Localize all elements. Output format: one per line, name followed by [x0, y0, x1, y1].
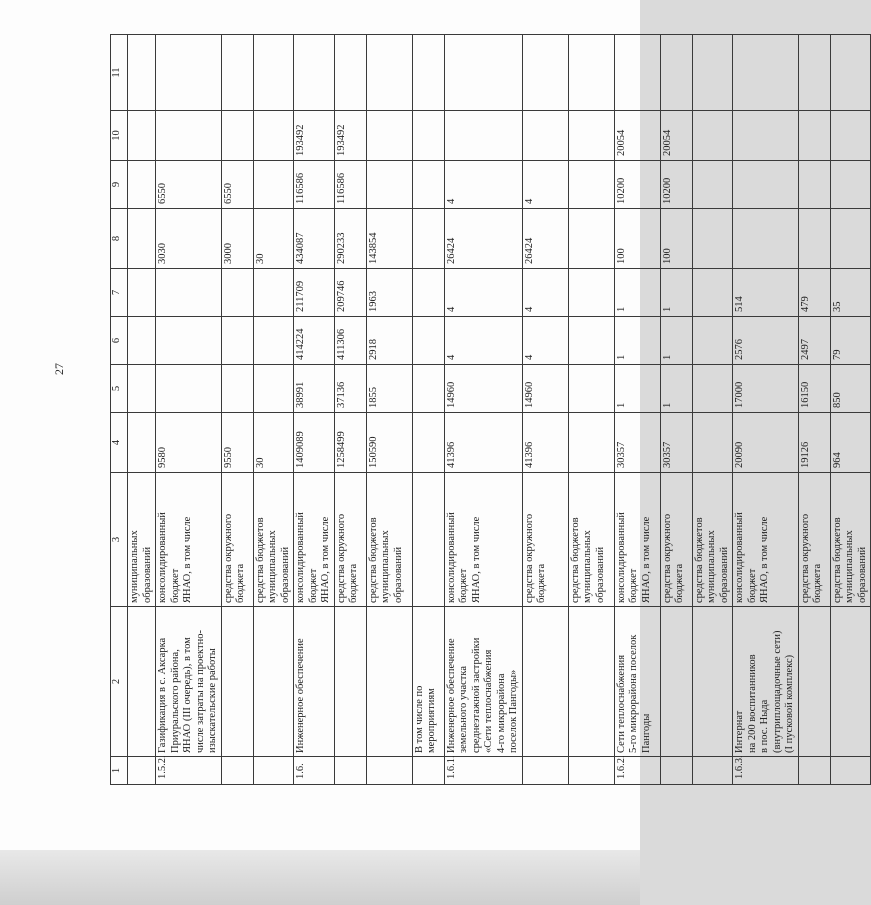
amount-cell: 100: [614, 209, 660, 269]
amount-cell: [733, 161, 799, 209]
item-code-cell: [798, 757, 830, 785]
item-name-cell: Инженерное обеспечение: [294, 607, 335, 757]
funding-source-cell: средства окружного бюджета: [660, 473, 692, 607]
amount-cell: [830, 35, 871, 111]
table-body: [128, 35, 871, 785]
budget-table: [110, 34, 871, 785]
amount-cell: 9580: [156, 413, 222, 473]
amount-cell: [128, 317, 156, 365]
funding-source-cell: консолидированный бюджет ЯНАО, в том числе: [294, 473, 335, 607]
amount-cell: [221, 317, 253, 365]
amount-cell: [568, 365, 614, 413]
item-code-cell: 1.6.: [294, 757, 335, 785]
funding-source-cell: муниципальных образований: [128, 473, 156, 607]
amount-cell: 79: [830, 317, 871, 365]
amount-cell: 17000: [733, 365, 799, 413]
amount-cell: [412, 209, 444, 269]
amount-cell: [412, 365, 444, 413]
item-code-cell: [660, 757, 692, 785]
table-row: [798, 35, 830, 785]
amount-cell: 4: [522, 161, 568, 209]
amount-cell: [156, 35, 222, 111]
amount-cell: [128, 365, 156, 413]
amount-cell: [253, 317, 294, 365]
amount-cell: 116586: [334, 161, 366, 209]
table-row: [366, 35, 412, 785]
amount-cell: 209746: [334, 269, 366, 317]
amount-cell: [253, 35, 294, 111]
amount-cell: [156, 269, 222, 317]
item-code-cell: [522, 757, 568, 785]
table-row: [692, 35, 733, 785]
amount-cell: [156, 365, 222, 413]
funding-source-cell: консолидированный бюджет ЯНАО, в том числе: [156, 473, 222, 607]
amount-cell: 30: [253, 209, 294, 269]
amount-cell: 10200: [614, 161, 660, 209]
amount-cell: [253, 161, 294, 209]
item-code-cell: [366, 757, 412, 785]
amount-cell: [128, 35, 156, 111]
amount-cell: 41396: [522, 413, 568, 473]
item-name-cell: [798, 607, 830, 757]
funding-source-cell: средства бюджетов муниципальных образований: [692, 473, 733, 607]
table-row: [522, 35, 568, 785]
amount-cell: [221, 111, 253, 161]
amount-cell: 514: [733, 269, 799, 317]
amount-cell: [692, 209, 733, 269]
amount-cell: [692, 317, 733, 365]
amount-cell: [692, 269, 733, 317]
amount-cell: [692, 35, 733, 111]
table-row: [128, 35, 156, 785]
amount-cell: 37136: [334, 365, 366, 413]
amount-cell: 1409089: [294, 413, 335, 473]
amount-cell: 1: [660, 269, 692, 317]
amount-cell: 2497: [798, 317, 830, 365]
header-cell: 3: [111, 473, 128, 607]
table-row: [412, 35, 444, 785]
amount-cell: 35: [830, 269, 871, 317]
amount-cell: 10200: [660, 161, 692, 209]
table-row: [444, 35, 522, 785]
amount-cell: 116586: [294, 161, 335, 209]
amount-cell: 211709: [294, 269, 335, 317]
amount-cell: 30: [253, 413, 294, 473]
amount-cell: 1: [660, 365, 692, 413]
funding-source-cell: консолидированный бюджет ЯНАО, в том числе: [614, 473, 660, 607]
amount-cell: [412, 269, 444, 317]
amount-cell: [221, 35, 253, 111]
amount-cell: [366, 161, 412, 209]
funding-source-cell: средства окружного бюджета: [798, 473, 830, 607]
amount-cell: [568, 35, 614, 111]
amount-cell: 100: [660, 209, 692, 269]
table-row: [294, 35, 335, 785]
amount-cell: 4: [444, 317, 522, 365]
item-name-cell: [660, 607, 692, 757]
amount-cell: 1855: [366, 365, 412, 413]
amount-cell: 964: [830, 413, 871, 473]
amount-cell: [733, 111, 799, 161]
amount-cell: [733, 209, 799, 269]
table-row: [830, 35, 871, 785]
amount-cell: 16150: [798, 365, 830, 413]
item-name-cell: Инженерное обеспечение земельного участка среднеэтажной застройки «Сети теплоснабжения 4-го микрорайона поселок Пангоды»: [444, 607, 522, 757]
table-row: [660, 35, 692, 785]
amount-cell: 1: [614, 269, 660, 317]
amount-cell: 4: [444, 161, 522, 209]
amount-cell: [614, 35, 660, 111]
amount-cell: 14960: [444, 365, 522, 413]
amount-cell: [444, 35, 522, 111]
item-code-cell: [568, 757, 614, 785]
item-code-cell: [412, 757, 444, 785]
amount-cell: 4: [444, 269, 522, 317]
item-name-cell: Интернат на 200 воспитанников в пос. Ныда (внутриплощадочные сети) (I пусковой комплекс): [733, 607, 799, 757]
funding-source-cell: средства бюджетов муниципальных образований: [568, 473, 614, 607]
item-name-cell: [128, 607, 156, 757]
table-row: [221, 35, 253, 785]
amount-cell: 434087: [294, 209, 335, 269]
amount-cell: 26424: [444, 209, 522, 269]
amount-cell: 414224: [294, 317, 335, 365]
item-name-cell: Газификация в с. Аксарка Приуральского района, ЯНАО (III очередь), в том числе затраты на проектно- изыскательские работы: [156, 607, 222, 757]
amount-cell: [253, 269, 294, 317]
amount-cell: [522, 35, 568, 111]
amount-cell: 150590: [366, 413, 412, 473]
amount-cell: [798, 111, 830, 161]
amount-cell: [444, 111, 522, 161]
amount-cell: 6550: [156, 161, 222, 209]
amount-cell: [128, 111, 156, 161]
item-name-cell: [221, 607, 253, 757]
amount-cell: 20054: [660, 111, 692, 161]
funding-source-cell: [412, 473, 444, 607]
amount-cell: 20054: [614, 111, 660, 161]
amount-cell: [156, 317, 222, 365]
header-cell: 11: [111, 35, 128, 111]
item-name-cell: [334, 607, 366, 757]
scan-edge: [0, 850, 640, 905]
amount-cell: [798, 209, 830, 269]
amount-cell: 290233: [334, 209, 366, 269]
item-code-cell: [334, 757, 366, 785]
amount-cell: 479: [798, 269, 830, 317]
header-cell: 2: [111, 607, 128, 757]
funding-source-cell: средства окружного бюджета: [522, 473, 568, 607]
amount-cell: 30357: [660, 413, 692, 473]
funding-source-cell: консолидированный бюджет ЯНАО, в том числе: [444, 473, 522, 607]
amount-cell: 3000: [221, 209, 253, 269]
amount-cell: [830, 111, 871, 161]
amount-cell: [128, 269, 156, 317]
item-code-cell: 1.6.3.: [733, 757, 799, 785]
amount-cell: 850: [830, 365, 871, 413]
amount-cell: [692, 111, 733, 161]
amount-cell: 3030: [156, 209, 222, 269]
amount-cell: 1: [614, 317, 660, 365]
amount-cell: [412, 161, 444, 209]
page-number: 27: [52, 363, 66, 375]
amount-cell: [522, 111, 568, 161]
header-cell: 9: [111, 161, 128, 209]
item-name-cell: В том числе по мероприятиям: [412, 607, 444, 757]
amount-cell: 2918: [366, 317, 412, 365]
amount-cell: [568, 413, 614, 473]
amount-cell: [568, 269, 614, 317]
amount-cell: [692, 161, 733, 209]
amount-cell: [221, 365, 253, 413]
amount-cell: [692, 413, 733, 473]
amount-cell: [294, 35, 335, 111]
amount-cell: 4: [522, 317, 568, 365]
header-cell: 5: [111, 365, 128, 413]
item-code-cell: [692, 757, 733, 785]
header-cell: 8: [111, 209, 128, 269]
item-name-cell: [830, 607, 871, 757]
amount-cell: 6550: [221, 161, 253, 209]
amount-cell: [334, 35, 366, 111]
header-row: [111, 35, 128, 785]
amount-cell: [830, 161, 871, 209]
header-cell: 7: [111, 269, 128, 317]
amount-cell: 1: [614, 365, 660, 413]
amount-cell: 143854: [366, 209, 412, 269]
funding-source-cell: средства окружного бюджета: [334, 473, 366, 607]
amount-cell: [798, 161, 830, 209]
item-name-cell: [692, 607, 733, 757]
amount-cell: 4: [522, 269, 568, 317]
table-row: [253, 35, 294, 785]
amount-cell: [128, 413, 156, 473]
amount-cell: 2576: [733, 317, 799, 365]
header-cell: 4: [111, 413, 128, 473]
amount-cell: [412, 35, 444, 111]
table-row: [156, 35, 222, 785]
table-row: [334, 35, 366, 785]
table-row: [614, 35, 660, 785]
item-name-cell: [522, 607, 568, 757]
amount-cell: 30357: [614, 413, 660, 473]
amount-cell: 38991: [294, 365, 335, 413]
item-code-cell: [128, 757, 156, 785]
table-row: [568, 35, 614, 785]
funding-source-cell: средства бюджетов муниципальных образований: [830, 473, 871, 607]
amount-cell: 1: [660, 317, 692, 365]
funding-source-cell: консолидированный бюджет ЯНАО, в том числе: [733, 473, 799, 607]
amount-cell: [156, 111, 222, 161]
item-code-cell: 1.5.2.: [156, 757, 222, 785]
amount-cell: 26424: [522, 209, 568, 269]
item-code-cell: 1.6.2.: [614, 757, 660, 785]
header-cell: 1: [111, 757, 128, 785]
amount-cell: [568, 317, 614, 365]
funding-source-cell: средства окружного бюджета: [221, 473, 253, 607]
amount-cell: [128, 161, 156, 209]
amount-cell: 41396: [444, 413, 522, 473]
table-row: [733, 35, 799, 785]
amount-cell: [221, 269, 253, 317]
amount-cell: [253, 111, 294, 161]
header-cell: 6: [111, 317, 128, 365]
item-name-cell: Сети теплоснабжения 5-го микрорайона поселок Пангоды: [614, 607, 660, 757]
amount-cell: 411306: [334, 317, 366, 365]
amount-cell: [412, 111, 444, 161]
amount-cell: [366, 35, 412, 111]
item-name-cell: [568, 607, 614, 757]
amount-cell: [830, 209, 871, 269]
item-name-cell: [366, 607, 412, 757]
amount-cell: 1258499: [334, 413, 366, 473]
amount-cell: [733, 35, 799, 111]
item-name-cell: [253, 607, 294, 757]
item-code-cell: [253, 757, 294, 785]
amount-cell: 193492: [294, 111, 335, 161]
amount-cell: [798, 35, 830, 111]
amount-cell: 9550: [221, 413, 253, 473]
amount-cell: [660, 35, 692, 111]
amount-cell: [568, 111, 614, 161]
amount-cell: [412, 317, 444, 365]
amount-cell: 193492: [334, 111, 366, 161]
amount-cell: 20090: [733, 413, 799, 473]
amount-cell: [412, 413, 444, 473]
item-code-cell: [830, 757, 871, 785]
amount-cell: [692, 365, 733, 413]
rotated-table-wrapper: [110, 35, 868, 785]
amount-cell: [568, 161, 614, 209]
amount-cell: [253, 365, 294, 413]
item-code-cell: 1.6.1.: [444, 757, 522, 785]
header-cell: 10: [111, 111, 128, 161]
funding-source-cell: средства бюджетов муниципальных образований: [253, 473, 294, 607]
amount-cell: 1963: [366, 269, 412, 317]
item-code-cell: [221, 757, 253, 785]
amount-cell: 14960: [522, 365, 568, 413]
amount-cell: [568, 209, 614, 269]
amount-cell: 19126: [798, 413, 830, 473]
funding-source-cell: средства бюджетов муниципальных образований: [366, 473, 412, 607]
amount-cell: [366, 111, 412, 161]
amount-cell: [128, 209, 156, 269]
